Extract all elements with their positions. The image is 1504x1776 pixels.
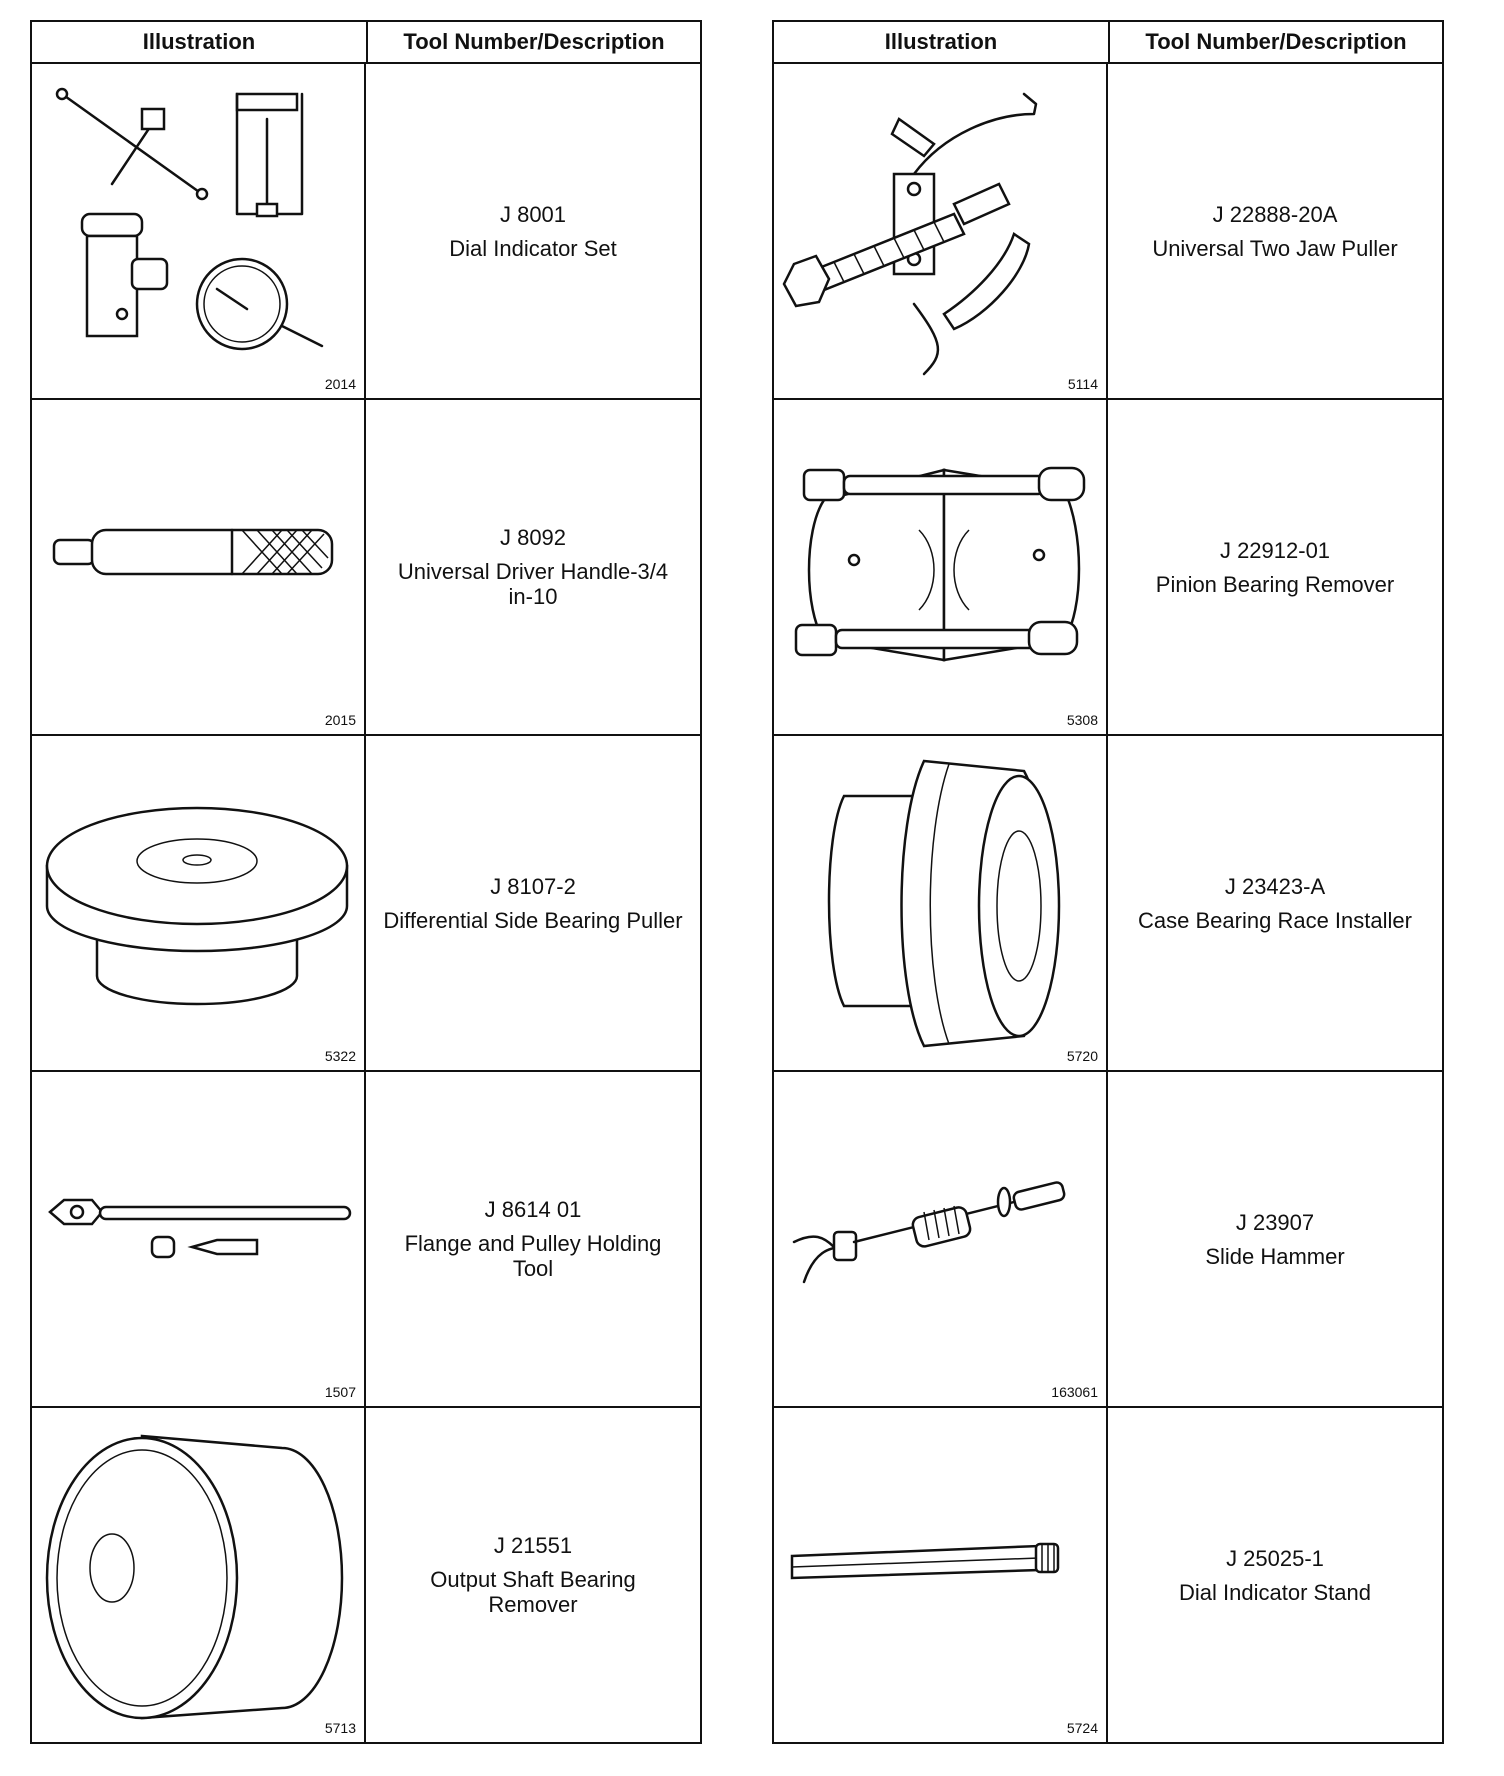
tool-description: [366, 736, 700, 1070]
tool-illustration: [774, 400, 1108, 734]
illustration-header: Illustration: [774, 22, 1110, 62]
tool-illustration: [774, 64, 1108, 398]
tool-description: [366, 400, 700, 734]
pinion-bearing-remover-icon: [774, 400, 1106, 734]
tool-name: Output Shaft Bearing Remover: [430, 1567, 636, 1617]
tool-number: J 8107-2: [490, 873, 576, 899]
tool-description: [1108, 1072, 1442, 1406]
tool-description: [1108, 64, 1442, 398]
figure-number: 5713: [324, 1720, 356, 1736]
tool-name: Dial Indicator Stand: [1179, 1579, 1371, 1605]
tool-description: [1108, 736, 1442, 1070]
tool-illustration: [32, 736, 366, 1070]
tool-illustration: [774, 1408, 1108, 1742]
tool-number: J 8614 01: [484, 1197, 582, 1222]
tool-description: [1108, 1408, 1442, 1742]
two-jaw-puller-icon: [774, 64, 1106, 398]
tool-description: [366, 1072, 700, 1406]
tool-number: J 23423-A: [1224, 873, 1326, 899]
tool-description: [366, 1408, 700, 1742]
illustration-header: Illustration: [32, 22, 368, 62]
figure-number: 5114: [1067, 376, 1098, 392]
tool-illustration: [32, 400, 366, 734]
tool-row: [32, 64, 700, 400]
tool-table-right: [772, 20, 1444, 1744]
figure-number: 163061: [1051, 1384, 1098, 1400]
table-header: [32, 22, 700, 64]
slide-hammer-icon: [774, 1072, 1106, 1406]
bearing-puller-icon: [32, 736, 364, 1070]
tool-description: [1108, 400, 1442, 734]
tool-name: Differential Side Bearing Puller: [383, 907, 683, 933]
tool-number: J 21551: [493, 1533, 573, 1558]
tool-row: [32, 736, 700, 1072]
tool-number: J 8001: [499, 201, 567, 227]
tool-row: [774, 736, 1442, 1072]
tool-description: [366, 64, 700, 398]
tool-illustration: [32, 1408, 366, 1742]
tool-number: J 22912-01: [1219, 537, 1331, 563]
tool-row: [774, 1072, 1442, 1408]
tool-illustration: [774, 1072, 1108, 1406]
description-header: Tool Number/Description: [403, 29, 665, 54]
figure-number: 5724: [1066, 1720, 1098, 1736]
figure-number: 5308: [1066, 712, 1098, 728]
tool-name: Dial Indicator Set: [449, 235, 617, 261]
figure-number: 5720: [1066, 1048, 1098, 1064]
tool-row: [774, 1408, 1442, 1742]
tool-illustration: [32, 64, 366, 398]
tool-row: [774, 64, 1442, 400]
figure-number: 1507: [324, 1384, 356, 1400]
tool-name: Universal Two Jaw Puller: [1152, 235, 1398, 261]
description-header: Tool Number/Description: [1145, 29, 1407, 54]
table-header: [774, 22, 1442, 64]
figure-number: 2015: [324, 712, 356, 728]
tool-row: [774, 400, 1442, 736]
tool-illustration: [32, 1072, 366, 1406]
driver-handle-icon: [32, 400, 364, 734]
tool-row: [32, 1408, 700, 1742]
tool-table-left: [30, 20, 702, 1744]
bearing-remover-icon: [32, 1408, 364, 1742]
indicator-stand-icon: [774, 1408, 1106, 1742]
tool-name: Case Bearing Race Installer: [1138, 907, 1412, 933]
tool-name: Pinion Bearing Remover: [1155, 571, 1395, 597]
tool-number: J 8092: [499, 525, 567, 550]
holding-tool-icon: [32, 1072, 364, 1406]
tool-name: Flange and Pulley Holding Tool: [404, 1231, 662, 1281]
tool-row: [32, 400, 700, 736]
tool-number: J 25025-1: [1226, 1545, 1324, 1571]
tool-number: J 23907: [1235, 1209, 1315, 1235]
figure-number: 2014: [324, 376, 356, 392]
tool-number: J 22888-20A: [1212, 201, 1338, 227]
tool-illustration: [774, 736, 1108, 1070]
race-installer-icon: [774, 736, 1106, 1070]
tool-name: Universal Driver Handle-3/4 in-10: [397, 559, 669, 609]
tool-name: Slide Hammer: [1205, 1243, 1345, 1269]
figure-number: 5322: [324, 1048, 356, 1064]
tool-row: [32, 1072, 700, 1408]
dial-indicator-set-icon: [32, 64, 364, 398]
